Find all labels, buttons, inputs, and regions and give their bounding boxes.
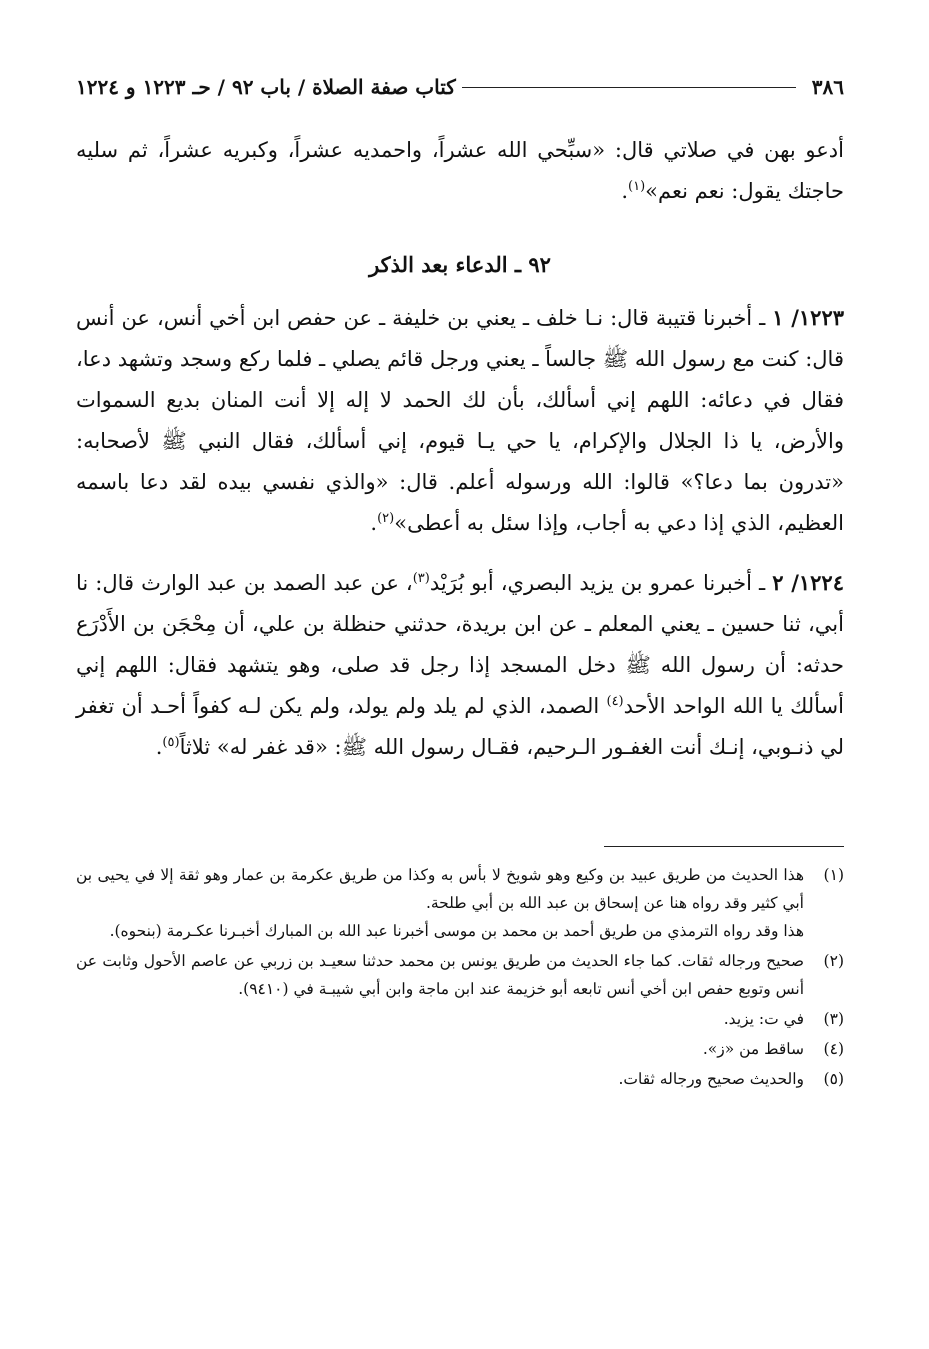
intro-text: أدعو بهن في صلاتي قال: «سبِّحي الله عشراً، واحمديه عشراً، وكبريه عشراً، ثم سليه حاجتك يقول: نعم نعم» <box>76 138 844 203</box>
footnote-number: (١) <box>823 866 844 884</box>
footnote <box>76 947 844 1003</box>
footnote-number: (٤) <box>823 1040 844 1058</box>
footnote-text: هذا الحديث من طريق عبيد بن وكيع وهو شويخ لا بأس به وكذا من طريق عكرمة بن عمار وهو ثقة إلا في يحيى بن أبي كثير وقد رواه هنا عن إسحاق بن عبد الله بن أبي طلحة. <box>76 866 804 912</box>
footnote-number: (٣) <box>823 1010 844 1028</box>
footnote <box>76 1005 844 1033</box>
hadith-text: ـ أخبرنا قتيبة قال: نـا خلف ـ يعني بن خليفة ـ عن حفص ابن أخي أنس، عن أنس قال: كنت مع رسول الله ﷺ جالساً ـ يعني ورجل قائم يصلي ـ فلما ركع وسجد وتشهد دعا، فقال في دعائه: اللهم إني أسألك، بأن لك الحمد لا إله إلا أنت المنان بديع السموات والأرض، يا ذا الجلال والإكرام، يا حي يـا قيوم، إني أسألك، فقال النبي ﷺ لأصحابه: «تدرون بما دعا؟» قالوا: الله ورسوله أعلم. قال: «والذي نفسي بيده لقد دعا باسمه العظيم، الذي إذا دعي به أجاب، وإذا سئل به أعطى» <box>76 306 844 535</box>
footnote-number: (٥) <box>823 1070 844 1088</box>
footnote-number: (٢) <box>823 952 844 970</box>
hadith-text: ، عن عبد الصمد بن عبد الوارث قال: نا أبي، ثنا حسين ـ يعني المعلم ـ عن ابن بريدة، حدثني حنظلة بن علي، أن مِحْجَن بن الأَدْرَع حدثه: أن رسول الله ﷺ دخل المسجد إذا رجل قد صلى، وهو يتشهد فقال: اللهم إني أسألك يا الله الواحد الأحد <box>76 571 844 718</box>
footnote-ref: (٥) <box>162 735 180 750</box>
hadith-end: . <box>155 735 163 759</box>
footnote-continuation: هذا وقد رواه الترمذي من طريق أحمد بن محمد بن موسى أخبرنا عبد الله بن المبارك أخبـرنا عكـرمة (بنحوه). <box>109 922 804 940</box>
hadith-paragraph <box>76 297 844 544</box>
intro-end: . <box>621 179 629 203</box>
hadith-text: الصمد، الذي لم يلد ولم يولد، ولم يكن لـه كفواً أحـد أن تغفر لي ذنـوبي، إنـك أنت الغفـور الـرحيم، فقـال رسول الله ﷺ: «قد غفر له» ثلاثاً <box>76 694 844 759</box>
hadith-number: ١٢٢٣/ ١ <box>772 305 845 330</box>
footnote <box>76 1065 844 1093</box>
page-number: ٣٨٦ <box>811 75 844 99</box>
footnote-separator <box>604 846 844 847</box>
footnote-ref: (٤) <box>606 694 624 709</box>
footnote-text: ساقط من «ز». <box>702 1040 804 1058</box>
intro-paragraph <box>76 130 844 212</box>
footnote-ref: (٣) <box>412 571 430 586</box>
header-rule <box>462 87 796 88</box>
footnote-text: والحديث صحيح ورجاله ثقات. <box>618 1070 804 1088</box>
footnote-ref: (٢) <box>377 511 395 526</box>
hadith-end: . <box>370 511 378 535</box>
running-title: كتاب صفة الصلاة / باب ٩٢ / حـ ١٢٢٣ و ١٢٢٤ <box>76 75 456 99</box>
hadith-paragraph <box>76 562 844 768</box>
footnote-text: صحيح ورجاله ثقات. كما جاء الحديث من طريق يونس بن محمد حدثنا سعيـد بن زربي عن عاصم الأحول وثابت عن أنس وتوبع حفص ابن أخي أنس تابعه أبو خزيمة عند ابن ماجة وابن أبي شيبـة في (٩٤١٠). <box>76 952 804 998</box>
footnote <box>76 861 844 917</box>
footnotes <box>76 861 844 1093</box>
footnote <box>76 1035 844 1063</box>
hadith-number: ١٢٢٤/ ٢ <box>772 570 844 595</box>
hadith-text: ـ أخبرنا عمرو بن يزيد البصري، أبو بُرَيْد <box>429 571 773 595</box>
book-page <box>76 70 844 1093</box>
page-header <box>76 70 844 104</box>
footnote-text: في ت: يزيد. <box>723 1010 804 1028</box>
footnote-ref: (١) <box>628 179 646 194</box>
section-title: ٩٢ ـ الدعاء بعد الذكر <box>369 252 551 277</box>
